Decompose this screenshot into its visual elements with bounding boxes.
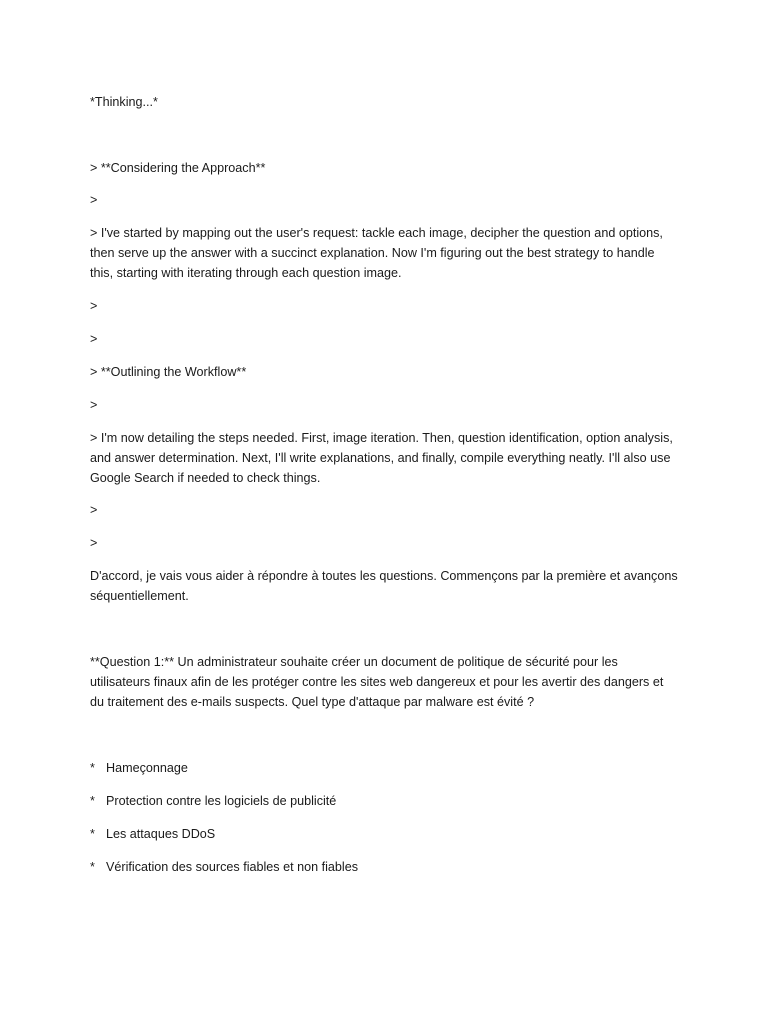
quote-paragraph-workflow: > I'm now detailing the steps needed. First, image iteration. Then, question identification, option analysis, and answer determination. Next, I'll write explanations, and finally, compile everything neatly. I'll also use Google Search if needed to check things. — [90, 431, 673, 485]
option-label: Hameçonnage — [106, 761, 188, 775]
bullet-mark: * — [90, 794, 95, 808]
quote-paragraph-approach: > I've started by mapping out the user's request: tackle each image, decipher the question and options, then serve up the answer with a succinct explanation. Now I'm figuring out the best strategy to handle this, starting with iterating through each question image. — [90, 226, 663, 280]
question-1-paragraph: **Question 1:** Un administrateur souhaite créer un document de politique de sécurité pour les utilisateurs finaux afin de les protéger contre les sites web dangereux et pour les avertir des dangers et du traitement des e-mails suspects. Quel type d'attaque par malware est évité ? — [90, 655, 664, 709]
bullet-mark: * — [90, 860, 95, 874]
intro-paragraph: D'accord, je vais vous aider à répondre à toutes les questions. Commençons par la première et avançons séquentiellement. — [90, 569, 678, 603]
quote-empty-line: > — [90, 299, 98, 313]
thinking-line: *Thinking...* — [90, 95, 158, 109]
quote-empty-line: > — [90, 536, 98, 550]
bullet-mark: * — [90, 761, 95, 775]
list-item — [90, 824, 680, 844]
quote-empty-line: > — [90, 503, 98, 517]
list-item — [90, 791, 680, 811]
list-item — [90, 857, 680, 877]
bullet-mark: * — [90, 827, 95, 841]
list-item — [90, 758, 680, 778]
quote-heading-workflow: > **Outlining the Workflow** — [90, 365, 247, 379]
option-label: Les attaques DDoS — [106, 827, 216, 841]
option-label: Protection contre les logiciels de publicité — [106, 794, 337, 808]
quote-heading-approach: > **Considering the Approach** — [90, 161, 266, 175]
quote-empty-line: > — [90, 193, 98, 207]
quote-empty-line: > — [90, 398, 98, 412]
option-label: Vérification des sources fiables et non fiables — [106, 860, 359, 874]
quote-empty-line: > — [90, 332, 98, 346]
